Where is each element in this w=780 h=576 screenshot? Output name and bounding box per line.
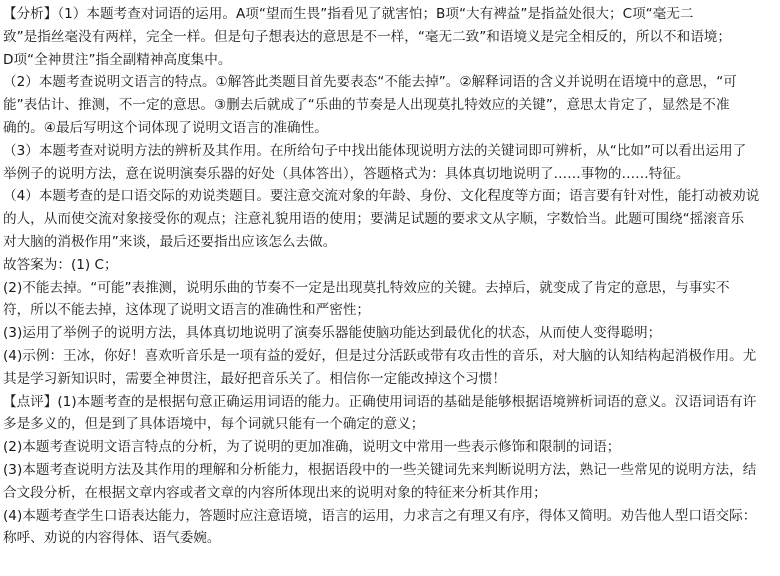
answer-line-3: 符，所以不能去掉，这体现了说明文语言的准确性和严密性；	[3, 302, 371, 319]
answer-line-4: (3)运用了举例子的说明方法，具体真切地说明了演奏乐器能使脑功能达到最优化的状态，从而使人变得聪明；	[3, 325, 662, 342]
answer-analysis-document	[3, 3, 777, 550]
answer-line-2: (2)不能去掉。“可能”表推测，说明乐曲的节奏不一定是出现莫扎特效应的关键。去掉后，就变成了肯定的意思，与事实不	[3, 279, 730, 296]
analysis-line-5: 能”表估计、推测，不一定的意思。③删去后就成了“乐曲的节奏是人出现莫扎特效应的关键”，意思太肯定了，显然是不准	[3, 97, 730, 114]
analysis-line-9: （4）本题考查的是口语交际的劝说类题目。要注意交流对象的年龄、身份、文化程度等方面；语言要有针对性，能打动被劝说	[3, 188, 760, 205]
comment-line-5: 合文段分析，在根据文章内容或者文章的内容所体现出来的说明对象的特征来分析其作用；	[3, 484, 547, 501]
comment-line-7: 称呼、劝说的内容得体、语气委婉。	[3, 530, 221, 547]
comment-line-1: 【点评】(1)本题考查的是根据句意正确运用词语的能力。正确使用词语的基础是能够根据语境辨析词语的意义。汉语词语有许	[3, 393, 757, 410]
analysis-line-11: 对大脑的消极作用”来谈，最后还要指出应该怎么去做。	[3, 233, 337, 250]
comment-line-6: (4)本题考查学生口语表达能力，答题时应注意语境，语言的运用，力求言之有理又有序，得体又简明。劝告他人型口语交际：	[3, 507, 757, 524]
analysis-line-1: 【分析】（1）本题考查对词语的运用。A项“望而生畏”指看见了就害怕；B项“大有裨益”是指益处很大；C项“毫无二	[3, 6, 694, 22]
analysis-line-7: （3）本题考查对说明方法的辨析及其作用。在所给句子中找出能体现说明方法的关键词即可辨析，从“比如”可以看出运用了	[3, 142, 747, 159]
analysis-line-10: 的人，从而使交流对象接受你的观点；注意礼貌用语的使用；要满足试题的要求文从字顺，字数恰当。此题可围绕“摇滚音乐	[3, 211, 745, 228]
comment-line-4: (3)本题考查说明方法及其作用的理解和分析能力，根据语段中的一些关键词先来判断说明方法，熟记一些常见的说明方法，结	[3, 461, 757, 478]
analysis-line-6: 确的。④最后写明这个词体现了说明文语言的准确性。	[3, 119, 328, 136]
answer-line-5: (4)示例：王冰，你好！喜欢听音乐是一项有益的爱好，但是过分活跃或带有攻击性的音乐，对大脑的认知结构起消极作用。尤	[3, 347, 757, 364]
analysis-line-8: 举例子的说明方法，意在说明演奏乐器的好处（具体答出），答题格式为：具体真切地说明了……事物的……特征。	[3, 165, 690, 182]
analysis-line-2: 致”是指丝毫没有两样，完全一样。但是句子想表达的意思是不一样，“毫无二致”和语境义是完全相反的，所以不和语境；	[3, 28, 731, 45]
comment-line-3: (2)本题考查说明文语言特点的分析，为了说明的更加准确，说明文中常用一些表示修饰和限制的词语；	[3, 439, 621, 456]
comment-line-2: 多是多义的，但是到了具体语境中，每个词就只能有一个确定的意义；	[3, 416, 425, 433]
answer-line-1: 故答案为：(1) C；	[3, 256, 118, 273]
analysis-line-4: （2）本题考查说明文语言的特点。①解答此类题目首先要表态“不能去掉”。②解释词语的含义并说明在语境中的意思，“可	[3, 74, 737, 91]
analysis-line-3: D项“全神贯注”指全副精神高度集中。	[3, 51, 232, 68]
answer-line-6: 其是学习新知识时，需要全神贯注，最好把音乐关了。相信你一定能改掉这个习惯！	[3, 370, 506, 387]
